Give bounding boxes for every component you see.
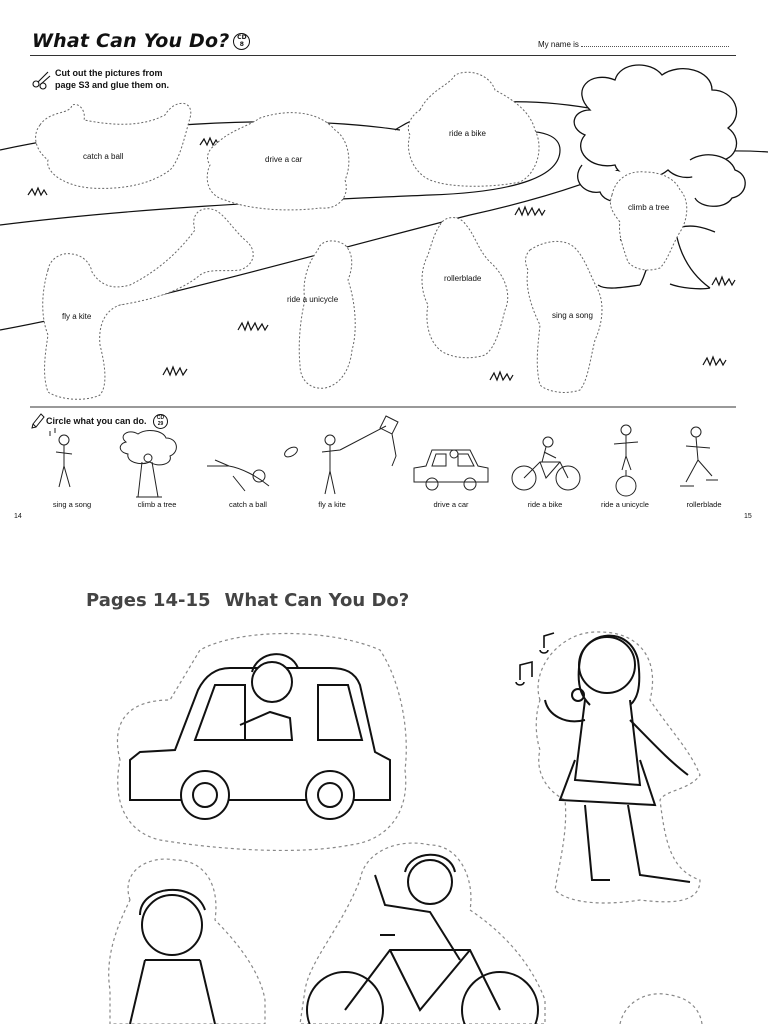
page-title: What Can You Do? CD 8 [32, 30, 250, 52]
activity-option[interactable]: sing a song [52, 500, 92, 509]
activity-option[interactable]: rollerblade [686, 500, 722, 509]
activity-option[interactable]: drive a car [433, 500, 469, 509]
cutout-boy [109, 859, 265, 1024]
cut-instruction: Cut out the pictures from page S3 and glue them on. [55, 68, 170, 90]
label-ride-unicycle: ride a unicycle [287, 295, 339, 304]
cutout-girl-singing [516, 632, 700, 903]
cutout-partial [620, 994, 702, 1024]
cd-icon: CD 8 [233, 33, 250, 50]
label-ride-bike: ride a bike [449, 129, 486, 138]
label-sing-song: sing a song [552, 311, 593, 320]
label-catch-ball: catch a ball [83, 152, 124, 161]
circle-instruction: Circle what you can do. CD 29 [46, 414, 168, 429]
activity-option[interactable]: catch a ball [229, 500, 267, 509]
page-number-right: 15 [744, 513, 752, 520]
label-fly-kite: fly a kite [62, 312, 92, 321]
label-rollerblade: rollerblade [444, 274, 482, 283]
activity-option[interactable]: ride a bike [527, 500, 563, 509]
activity-option[interactable]: climb a tree [137, 500, 177, 509]
name-field[interactable]: My name is [538, 40, 729, 49]
label-drive-car: drive a car [265, 155, 303, 164]
activity-option[interactable]: ride a unicycle [601, 500, 649, 509]
cd-icon: CD 29 [153, 414, 168, 429]
label-climb-tree: climb a tree [628, 203, 670, 212]
cutout-bike-rider [300, 843, 545, 1024]
cutout-page-title: Pages 14-15 What Can You Do? [86, 590, 410, 611]
page-number-left: 14 [14, 513, 22, 520]
cutout-car [117, 634, 406, 851]
activity-option[interactable]: fly a kite [318, 500, 346, 509]
